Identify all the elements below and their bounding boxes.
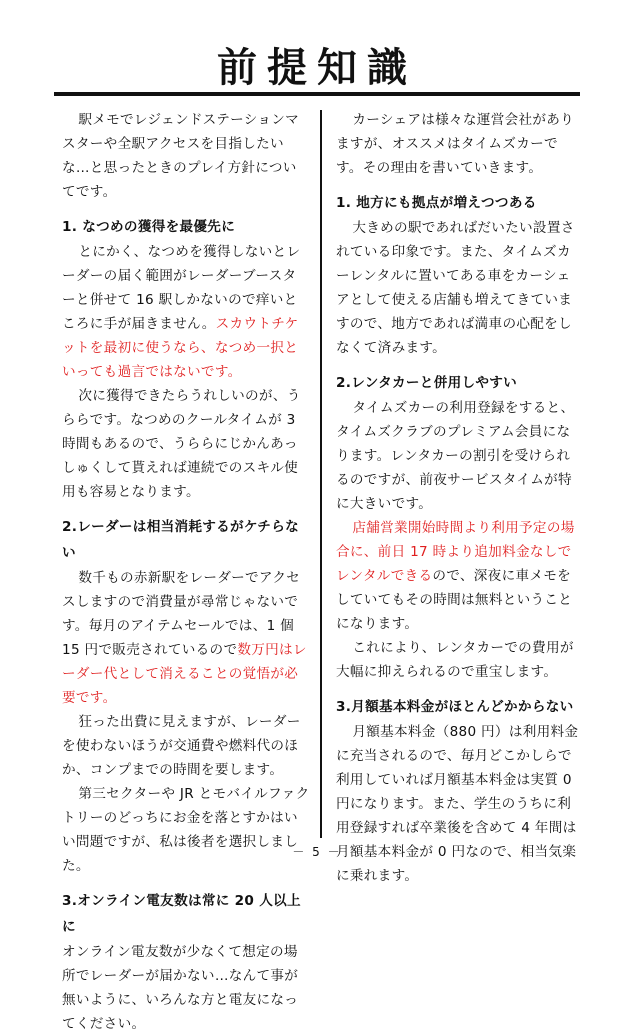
rental-paragraph-3: これにより、レンタカーでの費用が大幅に抑えられるので重宝します。 bbox=[336, 640, 574, 680]
natsume-paragraph-2: 次に獲得できたらうれしいのが、うららです。なつめのクールタイムが 3 時間もあるので、うららにじかんあっしゅくして貰えれば連続でのスキル使用も容易となります。 bbox=[62, 388, 301, 500]
title-underline bbox=[54, 92, 580, 96]
friends-paragraph-1: オンライン電友数が少なくて想定の場所でレーダーが届かない…なんて事が無いように、いろんな方と電友になってください。 bbox=[62, 944, 299, 1032]
column-divider bbox=[320, 110, 322, 838]
radar-paragraph-1: 数千もの赤新駅をレーダーでアクセスしますので消費量が尋常じゃないです。毎月のアイテムセールでは、1 個 15 円で販売されているので数万円はレーダー代として消えることの覚悟が必要です。 bbox=[62, 570, 307, 706]
page-number: － 5 － bbox=[292, 845, 342, 859]
regional-paragraph-1: 大きめの駅であればだいたい設置されている印象です。また、タイムズカーレンタルに置いてある車をカーシェアとして使える店舗も増えてきていますので、地方であれば満車の心配をしなくて済みます。 bbox=[336, 220, 575, 356]
natsume-paragraph-1: とにかく、なつめを獲得しないとレーダーの届く範囲がレーダーブースターと併せて 16 駅しかないので痒いところに手が届きません。スカウトチケットを最初に使うなら、なつめ一択といっても過言ではないです。 bbox=[62, 244, 301, 380]
left-column bbox=[62, 108, 310, 1036]
rental-highlight: 店舗営業開始時間より利用予定の場合に、前日 17 時より追加料金なしでレンタルできる bbox=[336, 520, 575, 584]
left-intro: 駅メモでレジェンドステーションマスターや全駅アクセスを目指したいな…と思ったときのプレイ方針についてです。 bbox=[62, 112, 300, 200]
page-title: 前提知識 bbox=[217, 45, 417, 91]
rental-paragraph-1: タイムズカーの利用登録をすると、タイムズクラブのプレミアム会員になります。レンタカーの割引を受けられるのですが、前夜サービスタイムが特に大きいです。 bbox=[336, 400, 575, 512]
rental-paragraph-2: 店舗営業開始時間より利用予定の場合に、前日 17 時より追加料金なしでレンタルできるので、深夜に車メモをしていてもその時間は無料ということになります。 bbox=[336, 520, 575, 632]
section-heading-regional: 1. 地方にも拠点が増えつつある bbox=[336, 195, 537, 211]
radar-highlight: 数万円はレーダー代として消えることの覚悟が必要です。 bbox=[62, 642, 307, 706]
section-heading-radar: 2.レーダーは相当消耗するがケチらない bbox=[62, 519, 299, 561]
radar-paragraph-2: 狂った出費に見えますが、レーダーを使わないほうが交通費や燃料代のほか、コンプまでの時間を要します。 bbox=[62, 714, 301, 778]
radar-paragraph-3: 第三セクターや JR とモバイルファクトリーのどっちにお金を落とすかはいい問題ですが、私は後者を選択しました。 bbox=[62, 786, 310, 874]
right-column bbox=[336, 108, 584, 888]
section-heading-friends: 3.オンライン電友数は常に 20 人以上に bbox=[62, 893, 301, 935]
section-heading-monthly-fee: 3.月額基本料金がほとんどかからない bbox=[336, 699, 574, 715]
section-heading-natsume: 1. なつめの獲得を最優先に bbox=[62, 219, 236, 235]
right-intro: カーシェアは様々な運営会社がありますが、オススメはタイムズカーです。その理由を書いていきます。 bbox=[336, 112, 575, 176]
section-heading-rental: 2.レンタカーと併用しやすい bbox=[336, 375, 518, 391]
monthly-fee-paragraph-1: 月額基本料金（880 円）は利用料金に充当されるので、毎月どこかしらで利用していれば月額基本料金は実質 0 円になります。また、学生のうちに利用登録すれば卒業後を含めて 4 年間は月額基本料金が 0 円なので、相当気楽に乗れます。 bbox=[336, 724, 579, 884]
natsume-highlight: スカウトチケットを最初に使うなら、なつめ一択といっても過言ではないです。 bbox=[62, 316, 299, 380]
